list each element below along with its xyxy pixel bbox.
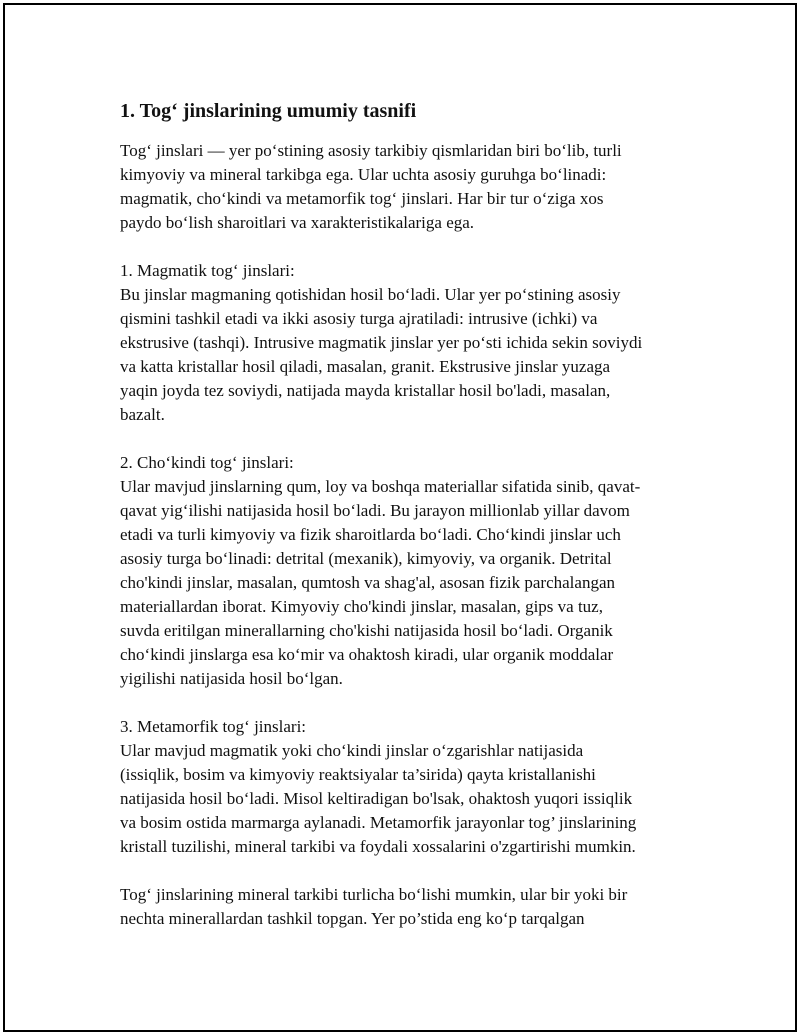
document-page — [3, 3, 797, 1032]
paragraph-line: Tog‘ jinslarining mineral tarkibi turlicha bo‘lishi mumkin, ular bir yoki bir — [120, 885, 628, 904]
section-heading: 1. Magmatik tog‘ jinslari: — [120, 261, 295, 280]
paragraph-line: Tog‘ jinslari — yer po‘stining asosiy tarkibiy qismlaridan biri bo‘lib, turli — [120, 141, 622, 160]
paragraph-line: suvda eritilgan minerallarning cho'kishi natijasida hosil bo‘ladi. Organik — [120, 621, 613, 640]
section-metamorphic — [120, 715, 690, 859]
paragraph-line: Ular mavjud jinslarning qum, loy va boshqa materiallar sifatida sinib, qavat- — [120, 477, 641, 496]
paragraph-line: (issiqlik, bosim va kimyoviy reaktsiyalar ta’sirida) qayta kristallanishi — [120, 765, 596, 784]
paragraph-line: kimyoviy va mineral tarkibga ega. Ular uchta asosiy guruhga bo‘linadi: — [120, 165, 607, 184]
paragraph-spacer — [120, 691, 690, 715]
paragraph-line: yigilishi natijasida hosil bo‘lgan. — [120, 669, 343, 688]
section-sedimentary — [120, 451, 690, 691]
document-content — [120, 97, 690, 931]
paragraph-line: kristall tuzilishi, mineral tarkibi va foydali xossalarini o'zgartirishi mumkin. — [120, 837, 636, 856]
section-heading: 3. Metamorfik tog‘ jinslari: — [120, 717, 307, 736]
paragraph-line: qavat yig‘ilishi natijasida hosil bo‘ladi. Bu jarayon millionlab yillar davom — [120, 501, 630, 520]
paragraph-line: qismini tashkil etadi va ikki asosiy turga ajratiladi: intrusive (ichki) va — [120, 309, 598, 328]
paragraph-line: asosiy turga bo‘linadi: detrital (mexanik), kimyoviy, va organik. Detrital — [120, 549, 612, 568]
paragraph-line: materiallardan iborat. Kimyoviy cho'kindi jinslar, masalan, gips va tuz, — [120, 597, 603, 616]
closing-paragraph — [120, 883, 690, 931]
paragraph-spacer — [120, 859, 690, 883]
section-magmatic — [120, 259, 690, 427]
paragraph-line: paydo bo‘lish sharoitlari va xarakteristikalariga ega. — [120, 213, 475, 232]
paragraph-spacer — [120, 235, 690, 259]
paragraph-line: Bu jinslar magmaning qotishidan hosil bo‘ladi. Ular yer po‘stining asosiy — [120, 285, 621, 304]
paragraph-line: va katta kristallar hosil qiladi, masalan, granit. Ekstrusive jinslar yuzaga — [120, 357, 611, 376]
paragraph-spacer — [120, 427, 690, 451]
document-title: 1. Tog‘ jinslarining umumiy tasnifi — [120, 100, 417, 122]
section-heading: 2. Cho‘kindi tog‘ jinslari: — [120, 453, 294, 472]
paragraph-line: nechta minerallardan tashkil topgan. Yer po’stida eng ko‘p tarqalgan — [120, 909, 585, 928]
paragraph-line: etadi va turli kimyoviy va fizik sharoitlarda bo‘ladi. Cho‘kindi jinslar uch — [120, 525, 621, 544]
paragraph-line: ekstrusive (tashqi). Intrusive magmatik jinslar yer po‘sti ichida sekin soviydi — [120, 333, 643, 352]
paragraph-line: Ular mavjud magmatik yoki cho‘kindi jinslar o‘zgarishlar natijasida — [120, 741, 584, 760]
paragraph-line: yaqin joyda tez soviydi, natijada mayda kristallar hosil bo'ladi, masalan, — [120, 381, 611, 400]
paragraph-line: cho‘kindi jinslarga esa ko‘mir va ohaktosh kiradi, ular organik moddalar — [120, 645, 614, 664]
paragraph-line: cho'kindi jinslar, masalan, qumtosh va shag'al, asosan fizik parchalangan — [120, 573, 616, 592]
intro-paragraph — [120, 139, 690, 235]
paragraph-line: magmatik, cho‘kindi va metamorfik tog‘ jinslari. Har bir tur o‘ziga xos — [120, 189, 604, 208]
paragraph-line: va bosim ostida marmarga aylanadi. Metamorfik jarayonlar tog’ jinslarining — [120, 813, 637, 832]
paragraph-line: natijasida hosil bo‘ladi. Misol keltiradigan bo'lsak, ohaktosh yuqori issiqlik — [120, 789, 633, 808]
paragraph-line: bazalt. — [120, 405, 165, 424]
